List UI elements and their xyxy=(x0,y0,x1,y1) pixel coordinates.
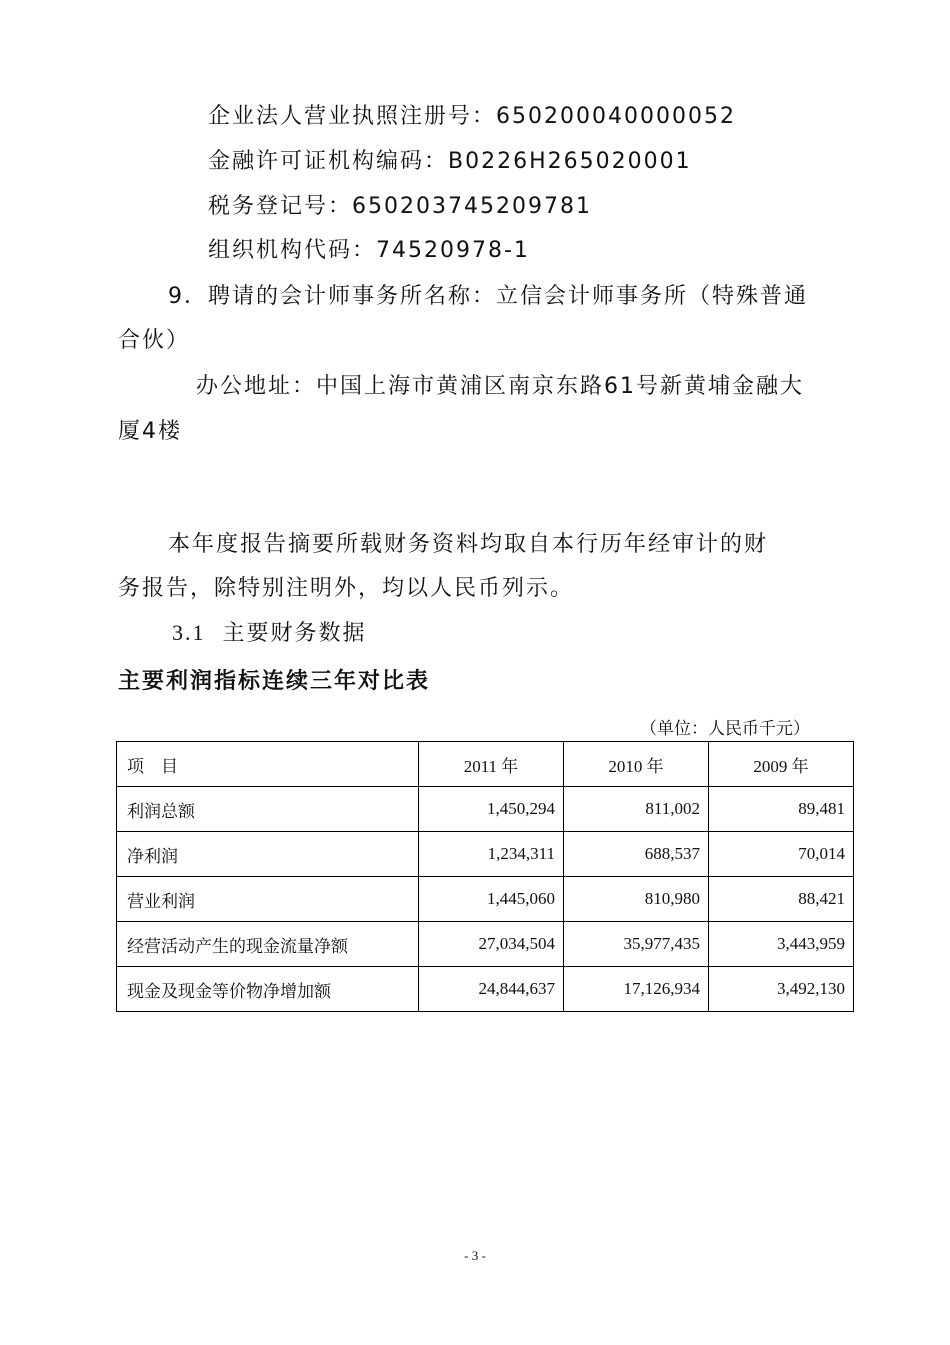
header-2011: 2011 年 xyxy=(419,742,564,787)
table-row xyxy=(117,787,854,832)
row-label: 营业利润 xyxy=(117,877,419,922)
cell-2010: 17,126,934 xyxy=(564,967,709,1012)
accounting-firm-line-1: 9．聘请的会计师事务所名称：立信会计师事务所（特殊普通 xyxy=(168,284,808,309)
cell-2011: 1,450,294 xyxy=(419,787,564,832)
table-header-row xyxy=(117,742,854,787)
cell-2011: 27,034,504 xyxy=(419,922,564,967)
tax-registration-number: 税务登记号：650203745209781 xyxy=(208,194,592,219)
organization-code: 组织机构代码：74520978-1 xyxy=(208,238,530,263)
section-heading xyxy=(172,618,367,649)
cell-2011: 1,445,060 xyxy=(419,877,564,922)
table-title: 主要利润指标连续三年对比表 xyxy=(118,669,431,694)
header-2010: 2010 年 xyxy=(564,742,709,787)
profit-indicators-table xyxy=(116,741,854,1012)
section-title: 主要财务数据 xyxy=(222,621,367,646)
table-row xyxy=(117,922,854,967)
table-row xyxy=(117,877,854,922)
cell-2010: 810,980 xyxy=(564,877,709,922)
unit-note: （单位：人民币千元） xyxy=(640,719,810,738)
cell-2009: 3,492,130 xyxy=(709,967,854,1012)
cell-2010: 35,977,435 xyxy=(564,922,709,967)
cell-2010: 688,537 xyxy=(564,832,709,877)
cell-2009: 88,421 xyxy=(709,877,854,922)
row-label: 净利润 xyxy=(117,832,419,877)
finance-license-code: 金融许可证机构编码：B0226H265020001 xyxy=(208,149,692,174)
row-label: 经营活动产生的现金流量净额 xyxy=(117,922,419,967)
row-label: 利润总额 xyxy=(117,787,419,832)
business-license-number: 企业法人营业执照注册号：650200040000052 xyxy=(208,104,736,129)
table-row xyxy=(117,967,854,1012)
table-row xyxy=(117,832,854,877)
cell-2011: 24,844,637 xyxy=(419,967,564,1012)
intro-line-1: 本年度报告摘要所载财务资料均取自本行历年经审计的财 xyxy=(168,532,769,557)
cell-2009: 3,443,959 xyxy=(709,922,854,967)
page-number: - 3 - xyxy=(464,1248,486,1263)
intro-line-2: 务报告，除特别注明外，均以人民币列示。 xyxy=(118,576,575,601)
section-number: 3.1 xyxy=(172,620,206,645)
cell-2009: 89,481 xyxy=(709,787,854,832)
row-label: 现金及现金等价物净增加额 xyxy=(117,967,419,1012)
office-address-line-2: 厦4楼 xyxy=(118,419,182,444)
cell-2011: 1,234,311 xyxy=(419,832,564,877)
cell-2009: 70,014 xyxy=(709,832,854,877)
cell-2010: 811,002 xyxy=(564,787,709,832)
header-item: 项 目 xyxy=(117,742,419,787)
accounting-firm-line-2: 合伙） xyxy=(118,328,191,353)
office-address-line-1: 办公地址：中国上海市黄浦区南京东路61号新黄埔金融大 xyxy=(196,374,804,399)
header-2009: 2009 年 xyxy=(709,742,854,787)
